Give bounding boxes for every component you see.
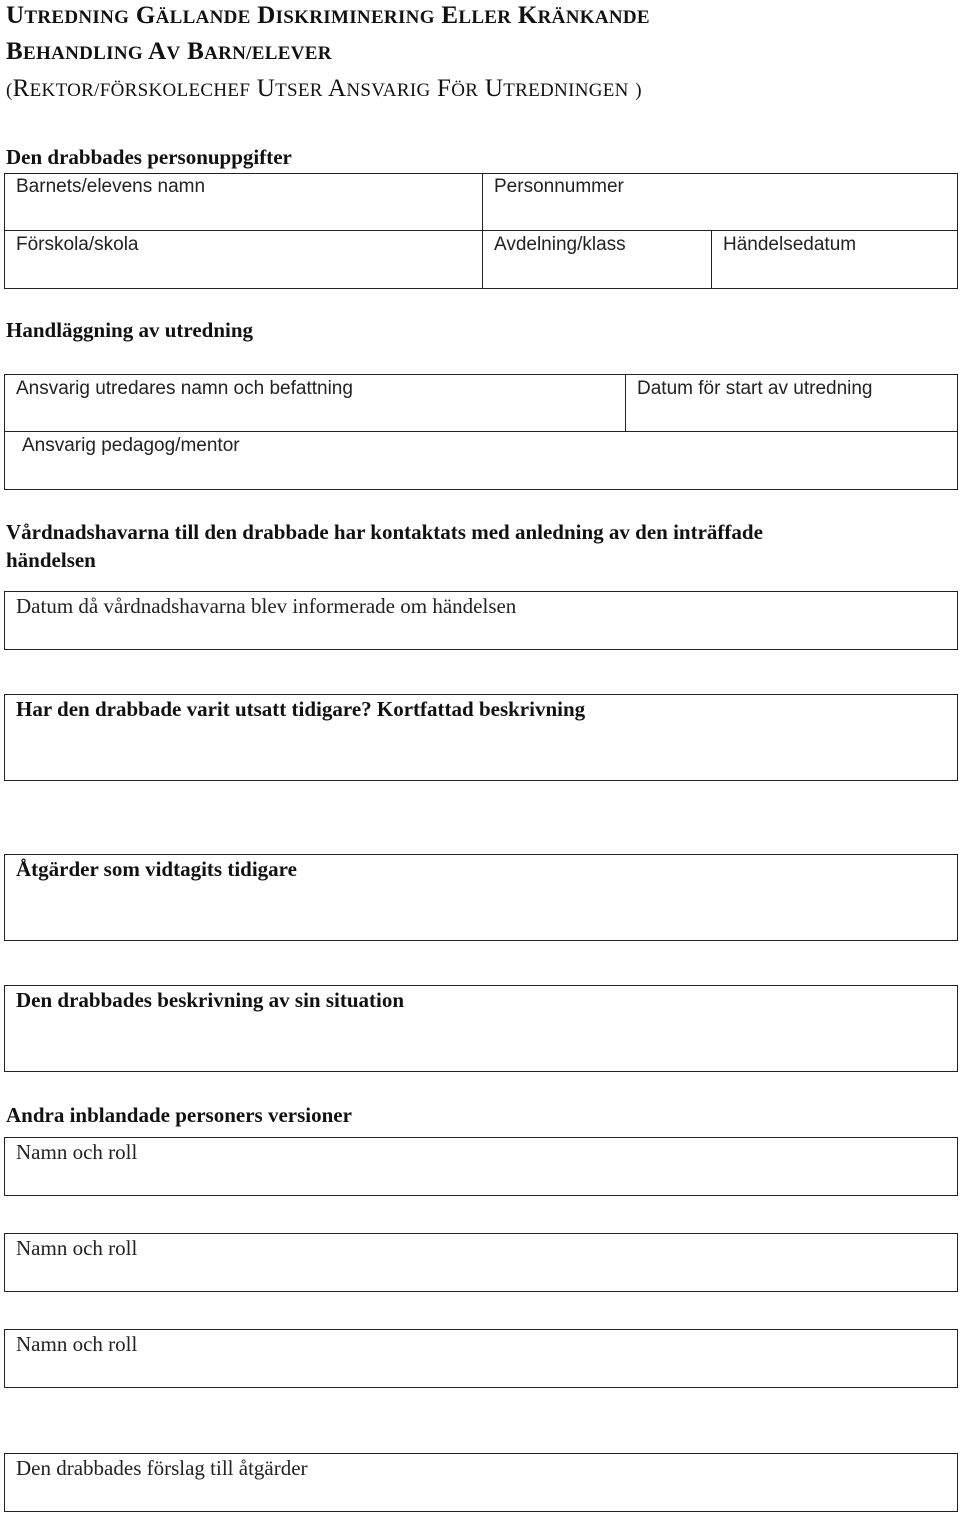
previous-measures-label: Åtgärder som vidtagits tidigare	[16, 857, 297, 881]
personal-number-field[interactable]: Personnummer	[494, 176, 624, 197]
other-person-3-label: Namn och roll	[16, 1332, 138, 1356]
form-subtitle: (REKTOR/FÖRSKOLECHEF UTSER ANSVARIG FÖR UTREDNINGEN )	[6, 75, 642, 102]
others-heading: Andra inblandade personers versioner	[6, 1103, 352, 1127]
row-divider	[4, 230, 958, 231]
situation-description-label: Den drabbades beskrivning av sin situation	[16, 988, 405, 1012]
previous-exposure-label: Har den drabbade varit utsatt tidigare? Kortfattad beskrivning	[16, 697, 586, 721]
school-field[interactable]: Förskola/skola	[16, 234, 139, 255]
start-date-field[interactable]: Datum för start av utredning	[637, 378, 873, 399]
other-person-2-label: Namn och roll	[16, 1236, 138, 1260]
class-field[interactable]: Avdelning/klass	[494, 234, 626, 255]
incident-date-field[interactable]: Händelsedatum	[723, 234, 857, 255]
other-person-3-field[interactable]	[4, 1329, 958, 1388]
other-person-2-field[interactable]	[4, 1233, 958, 1292]
guardians-heading-line-2: händelsen	[6, 548, 96, 572]
child-name-field[interactable]: Barnets/elevens namn	[16, 176, 206, 197]
form-title-line-1: UTREDNING GÄLLANDE DISKRIMINERING ELLER KRÄNKANDE	[6, 2, 650, 29]
mentor-field[interactable]: Ansvarig pedagog/mentor	[22, 435, 240, 456]
column-divider	[625, 374, 626, 431]
guardians-informed-date-label: Datum då vårdnadshavarna blev informerade om händelsen	[16, 594, 517, 618]
proposal-label: Den drabbades förslag till åtgärder	[16, 1456, 308, 1480]
guardians-heading-line-1: Vårdnadshavarna till den drabbade har kontaktats med anledning av den inträffade	[6, 520, 763, 544]
other-person-1-label: Namn och roll	[16, 1140, 138, 1164]
column-divider	[711, 230, 712, 289]
form-title-line-2: BEHANDLING AV BARN/ELEVER	[6, 38, 332, 65]
investigator-field[interactable]: Ansvarig utredares namn och befattning	[16, 378, 353, 399]
column-divider	[482, 173, 483, 289]
handling-heading: Handläggning av utredning	[6, 318, 254, 342]
other-person-1-field[interactable]	[4, 1137, 958, 1196]
personal-data-heading: Den drabbades personuppgifter	[6, 145, 292, 169]
row-divider	[4, 431, 958, 432]
